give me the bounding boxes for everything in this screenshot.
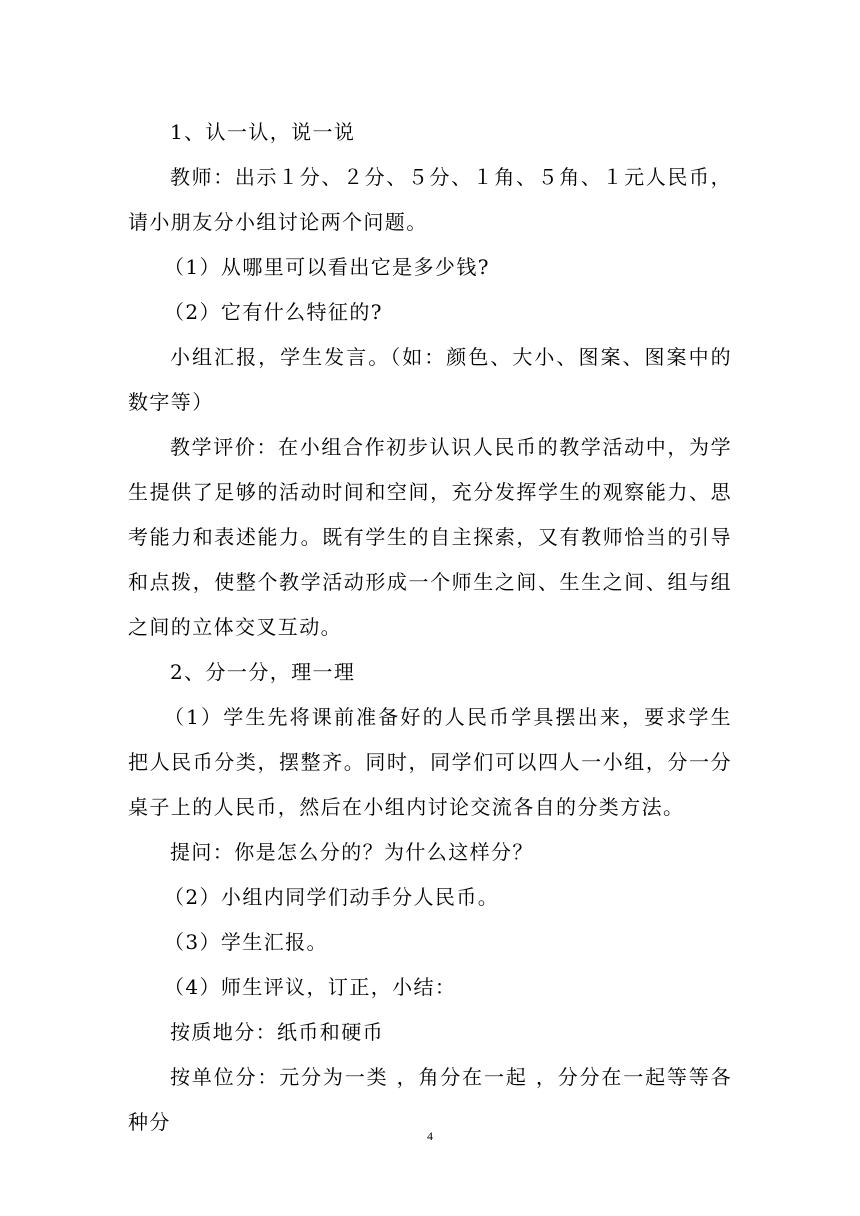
question-1: （1）从哪里可以看出它是多少钱?: [164, 255, 490, 279]
document-body: [128, 110, 732, 1145]
page-number: 4: [427, 1129, 433, 1143]
step-2: （2）小组内同学们动手分人民币。: [164, 885, 500, 909]
step-3: （3）学生汇报。: [164, 930, 328, 954]
paragraph-group-report: 小组汇报，学生发言。（如：颜色、大小、图案、图案中的数字等）: [128, 345, 732, 414]
section-heading-1: 1、认一认，说一说: [170, 120, 356, 144]
step-4: （4）师生评议，订正，小结：: [164, 975, 457, 999]
classification-by-material: 按质地分：纸币和硬币: [170, 1020, 384, 1044]
step-1: （1）学生先将课前准备好的人民币学具摆出来，要求学生把人民币分类，摆整齐。同时，同学们可以四人一小组，分一分桌子上的人民币，然后在小组内讨论交流各自的分类方法。: [128, 705, 732, 819]
question-2: （2）它有什么特征的?: [164, 300, 383, 324]
section-heading-2: 2、分一分，理一理: [170, 660, 356, 684]
classification-by-unit: 按单位分：元分为一类 ，角分在一起 ，分分在一起等等各种分: [128, 1065, 732, 1134]
paragraph-teacher-instruction: 教师：出示１分、２分、５分、１角、５角、１元人民币，请小朋友分小组讨论两个问题。: [128, 165, 732, 234]
paragraph-teaching-evaluation: 教学评价：在小组合作初步认识人民币的教学活动中，为学生提供了足够的活动时间和空间，充分发挥学生的观察能力、思考能力和表述能力。既有学生的自主探索，又有教师恰当的引导和点拨，使整个教学活动形成一个师生之间、生生之间、组与组之间的立体交叉互动。: [128, 435, 732, 639]
paragraph-question: 提问：你是怎么分的？为什么这样分？: [170, 840, 534, 864]
